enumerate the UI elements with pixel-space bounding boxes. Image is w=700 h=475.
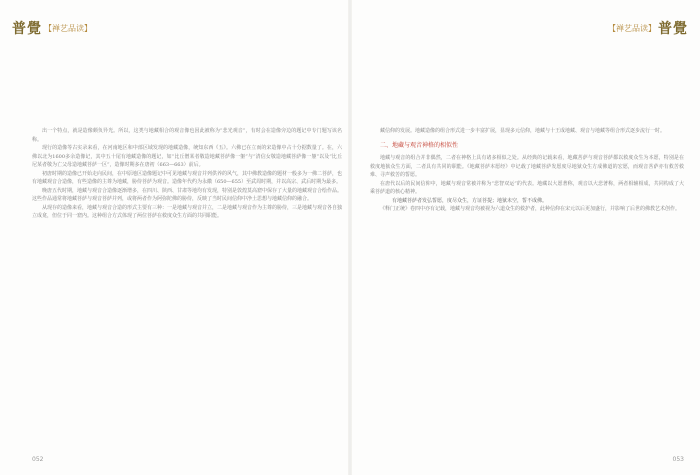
section-tag: 【禅艺品读】 (44, 23, 92, 33)
paragraph: 出一个特点，就是造像颇负异光。所以，这类与地藏相合的观音像也因此被称为“悲光观音”，有时会在造像旁边的题记中专门题写该名称。 (32, 128, 342, 143)
paragraph: 在唐代以后的民间信仰中，地藏与观音常被并称为“悲智双运”的代表。地藏以大愿著称，观音以大悲著称，两者相辅相成，共同构成了大乘菩萨道的核心精神。 (370, 180, 684, 195)
page-number: 052 (32, 456, 44, 463)
paragraph: 初唐时期的造像已开始走向民间，在中原地区造像题记中可见地藏与观音并列供养的风气，其中佛教造像的题材一般多为一佛二菩萨，也有地藏观音合造像，有些造像的主尊为地藏，胁侍菩萨为观音。造像年代约为永徽（650—655）至武周时期，并以高宗、武后时期为最多。 (32, 170, 343, 185)
intro-paragraph: 藏信仰的发展。地藏造像的组合形式进一步丰富扩展，显现多元信仰，地藏与十王成地藏、观音与地藏等组合形式逐步流行一时。 (380, 128, 666, 134)
paragraph: 晚唐五代时期，地藏与观音合造像逐渐增多，在四川、陕西、甘肃等地均有发现，特别是敦煌莫高窟中保存了大量的地藏观音合绘作品。这些作品通常将地藏菩萨与观音菩萨并列，或将两者作为阿弥陀佛的胁侍，反映了当时民间信仰中净土思想与地藏信仰的融合。 (32, 187, 343, 202)
publication-logo: 普覺 (12, 21, 42, 37)
section-heading: 二、地藏与观音神格的相似性 (380, 141, 459, 149)
right-header (606, 18, 688, 38)
closing-paragraph: 《释门正统》卷四中亦有记载，地藏与观音均被视为六道众生的救护者，此种信仰在宋元以后更加盛行，并影响了后世的佛教艺术创作。 (380, 206, 681, 212)
section-tag: 【禅艺品读】 (608, 23, 656, 33)
left-header (12, 18, 94, 38)
publication-logo: 普覺 (658, 21, 688, 37)
paragraph: 地藏与观音的组合并非偶然，二者在神格上具有诸多相似之处。从经典的记载来看，地藏菩萨与观音菩萨都以救度众生为本愿，特别是在救度地狱众生方面，二者具有共同的职能。《地藏菩萨本愿经》中记载了地藏菩萨发愿度尽地狱众生方成佛道的宏愿，而观音菩萨亦有救苦救难、寻声救苦的誓愿。 (370, 155, 684, 178)
paragraph: 从现存的造像来看，地藏与观音合造的形式主要有三种：一是地藏与观音并立，二是地藏与观音作为主尊的胁侍，三是地藏与观音各自独立成龛，但位于同一窟内。这种组合方式体现了两位菩萨在救度众生方面的共同职能。 (32, 204, 343, 219)
right-body-text (370, 127, 684, 214)
scripture-quote: 有地藏菩萨者发弘誓愿，度尽众生，方证菩提；地狱未空，誓不成佛。 (392, 197, 548, 204)
right-page (350, 0, 700, 475)
page-number: 053 (672, 456, 684, 463)
left-body-text (32, 127, 342, 221)
paragraph: 现行的造像等古实录来看，在河南地区和中部区域发现的地藏造像，统知东西《五》。六佛已在立而的宋造像中占十分据数量了。在，六佛以北为1600多余造像记，其中五十尾有地藏造像的题记，如“比丘僧某者敬造地藏菩萨像一躯”与“清信女敬造地藏菩萨像一躯”以及“比丘尼某者敬为亡父母造地藏菩萨一区”，造像时期多在唐初（663—663）前后。 (32, 145, 342, 168)
